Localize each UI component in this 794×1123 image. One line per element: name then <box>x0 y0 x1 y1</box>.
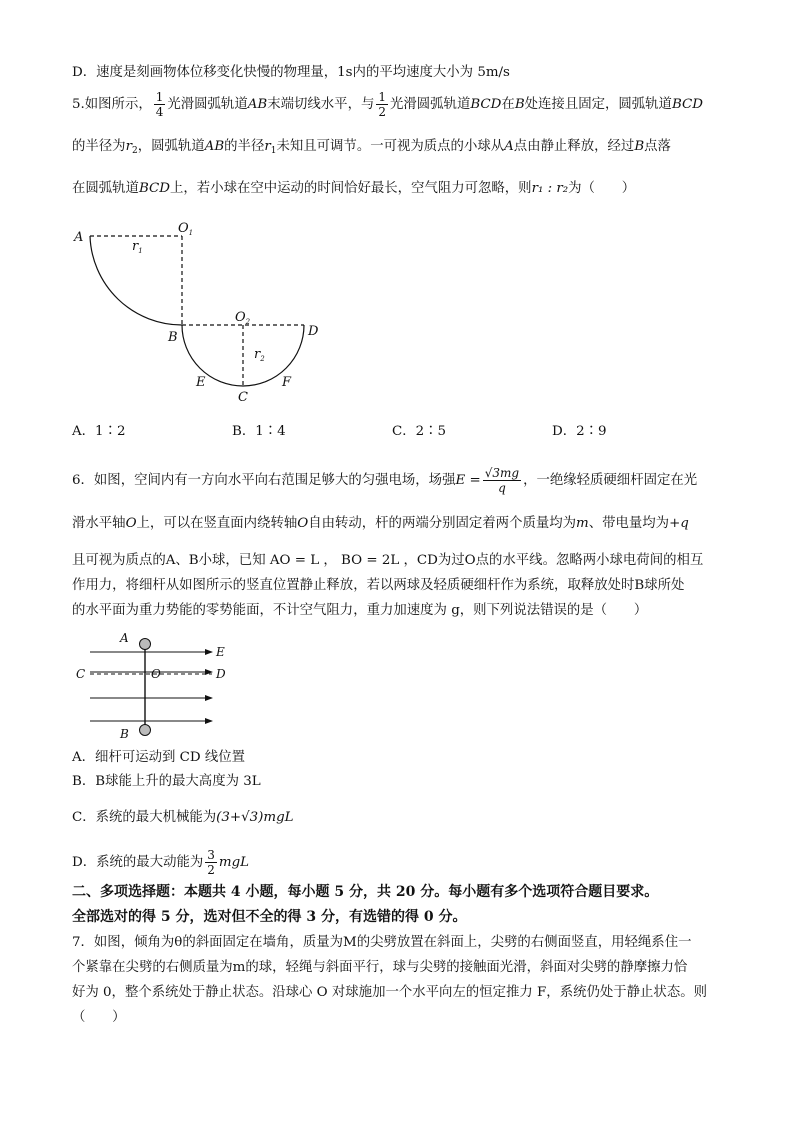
q4-option-d: D．速度是刻画物体位移变化快慢的物理量，1s内的平均速度大小为 5m/s <box>72 65 510 80</box>
q5-option-d: D．2∶9 <box>552 424 607 439</box>
label-e: E <box>216 645 225 659</box>
q7-line-3: 好为 0，整个系统处于静止状态。沿球心 O 对球施加一个水平向左的恒定推力 F，系统仍处于静止状态。则 <box>72 985 707 1000</box>
q5-option-a: A．1∶2 <box>72 424 126 439</box>
q6-line-4: 作用力，将细杆从如图所示的竖直位置静止释放，若以两球及轻质硬细杆作为系统，取释放处时B球所处 <box>72 578 685 593</box>
q6-line-5: 的水平面为重力势能的零势能面，不计空气阻力，重力加速度为 g，则下列说法错误的是（ ） <box>72 603 648 618</box>
q5-figure <box>70 218 330 408</box>
q6-option-a: A．细杆可运动到 CD 线位置 <box>72 750 246 765</box>
label-f: F <box>282 375 292 390</box>
label-b: B <box>168 330 178 345</box>
q6-line-2: 滑水平轴O上，可以在竖直面内绕转轴O自由转动，杆的两端分别固定着两个质量均为m、带电量均为+q <box>72 516 689 531</box>
q6-option-b: B．B球能上升的最大高度为 3L <box>72 774 261 789</box>
q6-option-c: C．系统的最大机械能为(3+√3)mgL <box>72 810 294 825</box>
q6-line-1: 6．如图，空间内有一方向水平向右范围足够大的匀强电场，场强E = $\frac{√3mg}{q}$ ，一绝缘轻质硬细杆固定在光 <box>72 466 698 495</box>
label-e: E <box>196 375 206 390</box>
field-strength-fraction: $\frac{√3mg}{q}$ <box>484 466 520 495</box>
label-b: B <box>120 727 129 741</box>
label-c: C <box>238 390 248 405</box>
q7-line-4: （ ） <box>72 1010 126 1025</box>
q6-figure <box>72 630 242 742</box>
label-r2: $r_2$ <box>254 347 265 363</box>
q6-line-3: 且可视为质点的A、B小球，已知 AO = L ， BO = 2L ，CD为过O点的水平线。忽略两小球电荷间的相互 <box>72 553 704 568</box>
fraction-three-halves: $\frac{3}{2}$ <box>207 848 215 877</box>
label-o2: $O_2$ <box>235 310 251 326</box>
q5-line-3: 在圆弧轨道BCD上，若小球在空中运动的时间恰好最长，空气阻力可忽略，则r₁ : r₂为（ ） <box>72 181 636 196</box>
q7-line-1: 7．如图，倾角为θ的斜面固定在墙角，质量为M的尖劈放置在斜面上，尖劈的右侧面竖直，用轻绳系住一 <box>72 935 692 950</box>
q6-option-d: D．系统的最大动能为 $\frac{3}{2}$ mgL <box>72 848 250 877</box>
q7-line-2: 个紧靠在尖劈的右侧质量为m的球，轻绳与斜面平行，球与尖劈的接触面光滑，斜面对尖劈的静摩擦力恰 <box>72 960 688 975</box>
fraction-quarter: $\frac{1}{4}$ <box>155 90 164 119</box>
label-o: O <box>151 667 161 681</box>
label-c: C <box>76 667 86 681</box>
ball-a <box>140 639 151 650</box>
q5-line-2: 的半径为$r_2$，圆弧轨道AB的半径$r_1$未知且可调节。一可视为质点的小球从A点由静止释放，经过B点落 <box>72 139 671 156</box>
label-a: A <box>74 230 84 245</box>
section-2-heading: 二、多项选择题：本题共 4 小题，每小题 5 分，共 20 分。每小题有多个选项符合题目要求。 <box>72 884 659 900</box>
label-d: D <box>308 324 319 339</box>
q5-option-c: C．2∶5 <box>392 424 447 439</box>
q5-line-1: 5.如图所示， $\frac{1}{4}$ 光滑圆弧轨道AB末端切线水平，与 $\frac{1}{2}$ 光滑圆弧轨道BCD在B处连接且固定，圆弧轨道BCD <box>72 90 704 119</box>
section-2-rules: 全部选对的得 5 分，选对但不全的得 3 分，有选错的得 0 分。 <box>72 909 467 925</box>
q5-option-b: B．1∶4 <box>232 424 286 439</box>
label-a: A <box>120 631 129 645</box>
label-o1: $O_1$ <box>178 221 194 237</box>
ball-b <box>140 725 151 736</box>
label-r1: $r_1$ <box>132 239 143 255</box>
label-d: D <box>216 667 226 681</box>
fraction-half: $\frac{1}{2}$ <box>378 90 386 119</box>
